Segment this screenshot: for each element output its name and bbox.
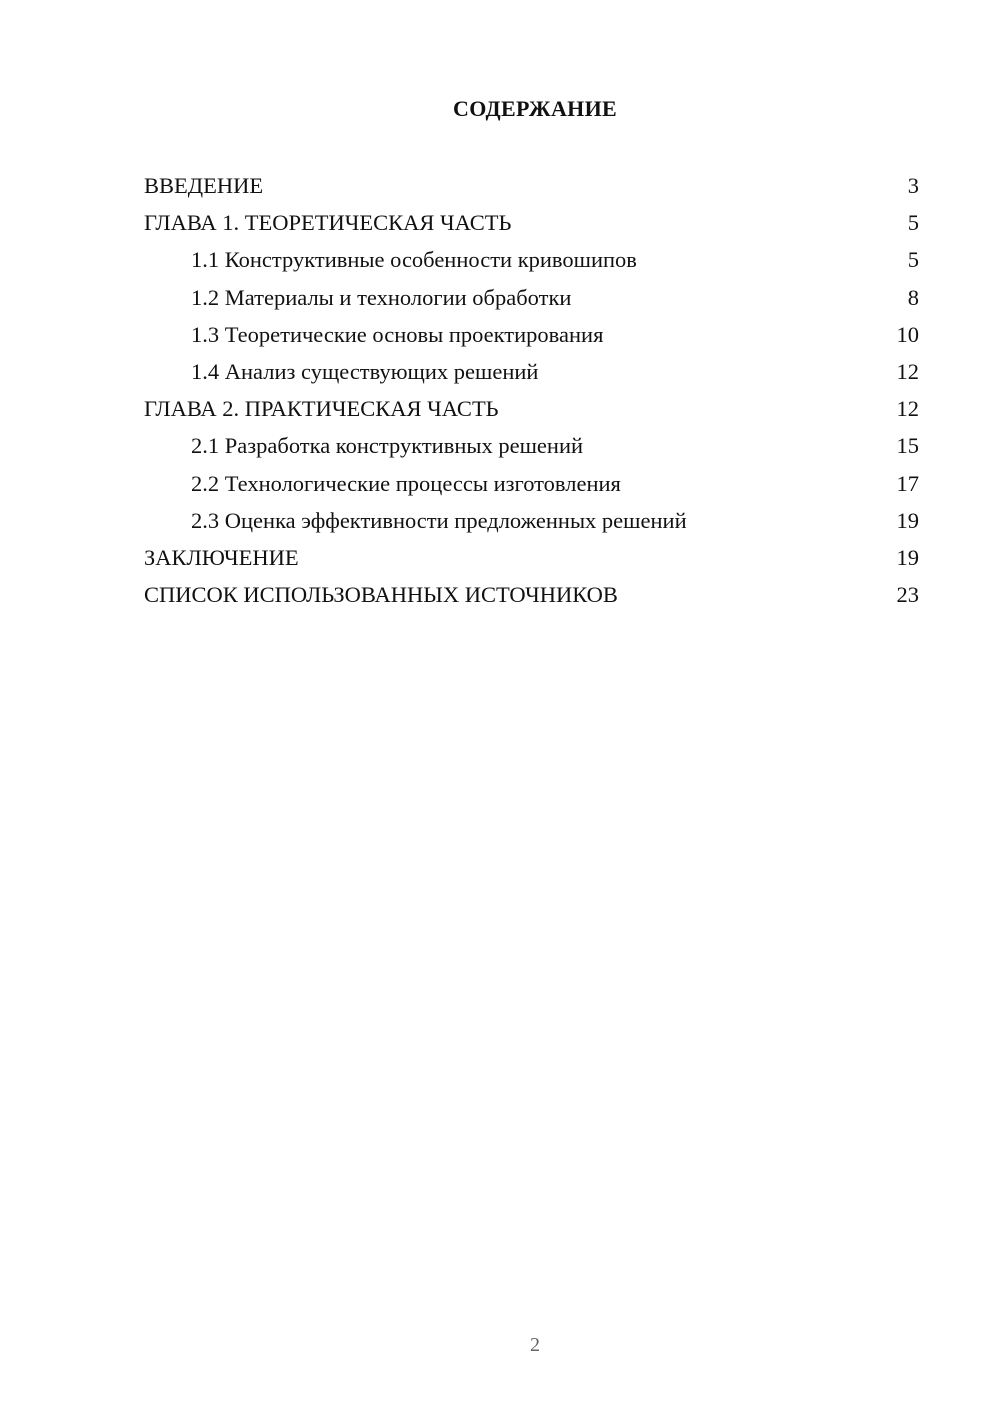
toc-entry-page: 19 xyxy=(896,544,919,570)
toc-entry-label: ВВЕДЕНИЕ xyxy=(144,173,264,198)
toc-entry xyxy=(144,576,919,613)
toc-entry-label: ГЛАВА 1. ТЕОРЕТИЧЕСКАЯ ЧАСТЬ xyxy=(144,210,512,236)
toc-entry-label: 2.3 Оценка эффективности предложенных решений xyxy=(191,507,687,533)
toc-entry-page: 19 xyxy=(896,507,919,533)
toc-subentry xyxy=(144,279,919,316)
toc-subentry xyxy=(144,502,919,539)
toc-entry-label: 2.1 Разработка конструктивных решений xyxy=(191,433,584,459)
toc-entry-label: 1.4 Анализ существующих решений xyxy=(191,358,539,384)
toc-entry xyxy=(144,204,919,241)
toc-entry-page: 8 xyxy=(907,284,919,310)
toc-entry xyxy=(144,167,919,204)
toc-entry xyxy=(144,390,919,427)
toc-entry-page: 10 xyxy=(896,321,919,347)
toc-subentry xyxy=(144,427,919,464)
page-number: 2 xyxy=(530,1334,540,1356)
toc-subentry xyxy=(144,316,919,353)
toc-entry-label: 1.2 Материалы и технологии обработки xyxy=(191,284,572,310)
toc-subentry xyxy=(144,353,919,390)
toc-entry-page: 17 xyxy=(896,470,919,496)
toc-entry-page: 3 xyxy=(907,173,919,198)
toc-subentry xyxy=(144,241,919,278)
toc-entry-page: 5 xyxy=(907,210,919,236)
toc-entry xyxy=(144,539,919,576)
toc-entry-page: 12 xyxy=(896,358,919,384)
toc-entry-label: СПИСОК ИСПОЛЬЗОВАННЫХ ИСТОЧНИКОВ xyxy=(144,582,618,608)
toc-entry-label: ГЛАВА 2. ПРАКТИЧЕСКАЯ ЧАСТЬ xyxy=(144,396,499,422)
toc-entry-page: 12 xyxy=(896,396,919,422)
toc-entry-label: ЗАКЛЮЧЕНИЕ xyxy=(144,544,299,570)
toc-entry-label: 1.1 Конструктивные особенности кривошипов xyxy=(191,247,637,273)
toc-entry-label: 2.2 Технологические процессы изготовления xyxy=(191,470,621,496)
page-title: СОДЕРЖАНИЕ xyxy=(453,96,617,121)
toc-entry-page: 15 xyxy=(896,433,919,459)
table-of-contents xyxy=(144,167,919,613)
toc-entry-page: 5 xyxy=(907,247,919,273)
toc-entry-page: 23 xyxy=(896,582,919,608)
toc-entry-label: 1.3 Теоретические основы проектирования xyxy=(191,321,604,347)
toc-subentry xyxy=(144,465,919,502)
